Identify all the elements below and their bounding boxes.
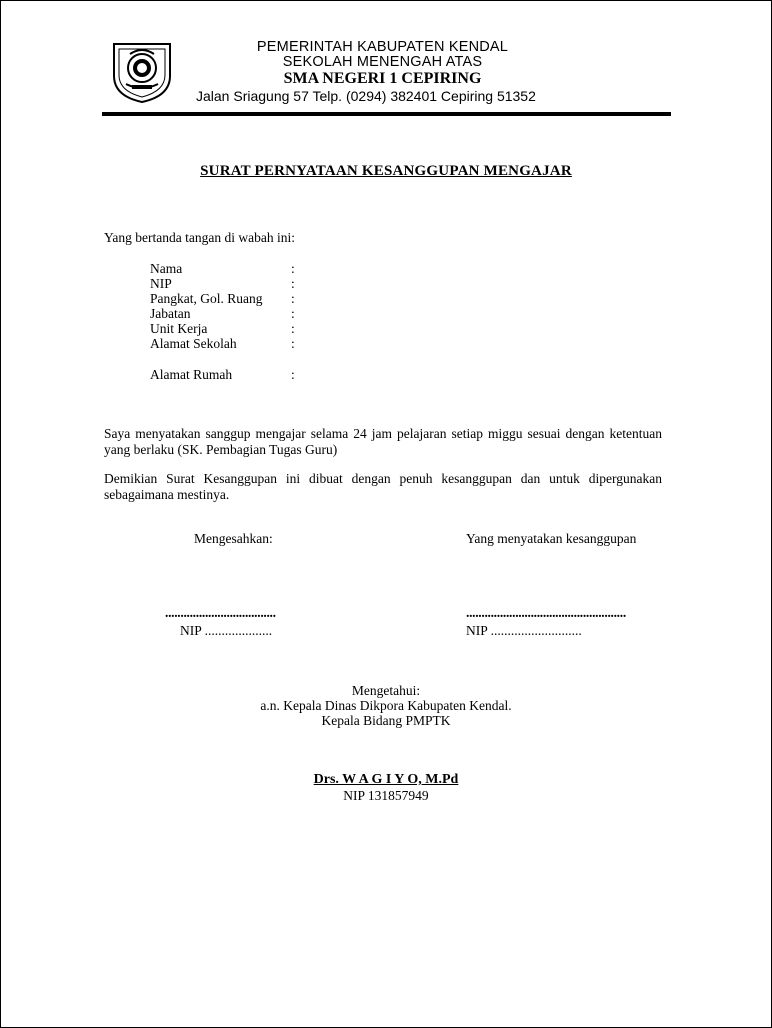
field-colon: : (291, 306, 295, 321)
field-label: Pangkat, Gol. Ruang (150, 291, 263, 306)
letterhead (180, 40, 585, 105)
field-colon: : (291, 321, 295, 336)
letterhead-divider (102, 112, 671, 116)
letterhead-government: PEMERINTAH KABUPATEN KENDAL (256, 39, 509, 55)
acknowledge-office: a.n. Kepala Dinas Dikpora Kabupaten Kendal. (260, 698, 512, 713)
field-colon: : (291, 336, 295, 351)
official-nip: NIP 131857949 (343, 788, 429, 803)
field-label: Alamat Sekolah (150, 336, 237, 351)
field-colon: : (291, 276, 295, 291)
field-label: Unit Kerja (150, 321, 208, 336)
declarant-nip: NIP ........................... (466, 623, 582, 638)
acknowledge-label: Mengetahui: (351, 683, 421, 698)
field-label: Nama (150, 261, 183, 276)
acknowledge-position: Kepala Bidang PMPTK (321, 713, 451, 728)
field-label: NIP (150, 276, 172, 291)
intro-text: Yang bertanda tangan di wabah ini: (104, 230, 295, 245)
letterhead-school-name: SMA NEGERI 1 CEPIRING (283, 70, 482, 87)
approver-signature-line: .................................... (165, 605, 276, 620)
document-title: SURAT PERNYATAAN KESANGGUPAN MENGAJAR (200, 163, 572, 179)
field-label: Alamat Rumah (150, 367, 233, 382)
closing-paragraph: Demikian Surat Kesanggupan ini dibuat dengan penuh kesanggupan dan untuk dipergunakan sebagaimana mestinya. (104, 471, 662, 502)
letterhead-school-level: SEKOLAH MENENGAH ATAS (282, 54, 483, 70)
declarant-signature-line: .................................................... (466, 605, 626, 620)
letterhead-address: Jalan Sriagung 57 Telp. (0294) 382401 Cepiring 51352 (196, 88, 536, 104)
official-name: Drs. W A G I Y O, M.Pd (313, 772, 459, 787)
declarant-label: Yang menyatakan kesanggupan (466, 531, 637, 546)
statement-paragraph: Saya menyatakan sanggup mengajar selama 24 jam pelajaran setiap miggu sesuai dengan ketentuan yang berlaku (SK. Pembagian Tugas Guru) (104, 426, 662, 457)
regency-crest-icon (110, 40, 174, 104)
field-label: Jabatan (150, 306, 191, 321)
approver-label: Mengesahkan: (194, 531, 273, 546)
field-colon: : (291, 261, 295, 276)
field-colon: : (291, 367, 295, 382)
approver-nip: NIP .................... (180, 623, 273, 638)
field-colon: : (291, 291, 295, 306)
